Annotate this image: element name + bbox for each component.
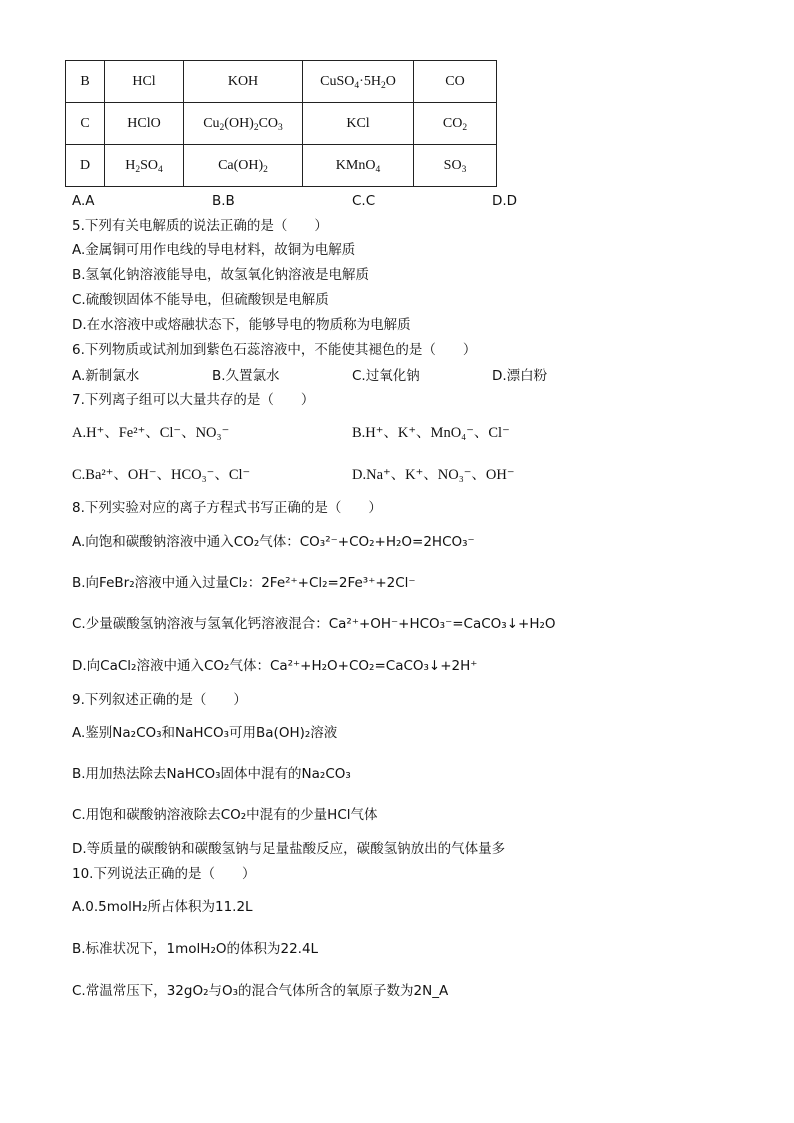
q10-option-c[interactable]: C.常温常压下，32gO₂与O₃的混合气体所含的氧原子数为2N_A — [72, 983, 449, 999]
q9-stem: 9.下列叙述正确的是（ ） — [72, 692, 247, 708]
cell: HCl — [105, 61, 184, 103]
q8-option-a[interactable]: A.向饱和碳酸钠溶液中通入CO₂气体：CO₃²⁻+CO₂+H₂O=2HCO₃⁻ — [72, 534, 475, 550]
q6-option-c[interactable]: C.过氧化钠 — [352, 368, 420, 384]
q9-option-b[interactable]: B.用加热法除去NaHCO₃固体中混有的Na₂CO₃ — [72, 766, 351, 782]
q5-option-b[interactable]: B.氢氧化钠溶液能导电，故氢氧化钠溶液是电解质 — [72, 267, 370, 283]
q5-option-c[interactable]: C.硫酸钡固体不能导电，但硫酸钡是电解质 — [72, 292, 329, 308]
classification-table — [65, 60, 497, 187]
q5-option-d[interactable]: D.在水溶液中或熔融状态下，能够导电的物质称为电解质 — [72, 317, 411, 333]
q5-option-a[interactable]: A.金属铜可用作电线的导电材料，故铜为电解质 — [72, 242, 356, 258]
cell: $CO_2$ — [414, 103, 497, 145]
cell: HClO — [105, 103, 184, 145]
q10-option-a[interactable]: A.0.5molH₂所占体积为11.2L — [72, 899, 253, 915]
q7-option-c[interactable]: C.Ba²⁺、OH⁻、HCO₃⁻、Cl⁻ — [72, 467, 251, 483]
q8-option-b[interactable]: B.向FeBr₂溶液中通入过量Cl₂：2Fe²⁺+Cl₂=2Fe³⁺+2Cl⁻ — [72, 575, 416, 591]
table-row — [66, 145, 497, 187]
q6-option-d[interactable]: D.漂白粉 — [492, 368, 548, 384]
q4-option-a[interactable]: A.A — [72, 193, 95, 209]
cell: $CuSO_4\cdot 5H_2O$ — [303, 61, 414, 103]
q4-option-b[interactable]: B.B — [212, 193, 235, 209]
q7-option-b[interactable]: B.H⁺、K⁺、MnO₄⁻、Cl⁻ — [352, 425, 510, 441]
q6-stem: 6.下列物质或试剂加到紫色石蕊溶液中，不能使其褪色的是（ ） — [72, 342, 477, 358]
cell: $Cu_2(OH)_2CO_3$ — [184, 103, 303, 145]
q10-stem: 10.下列说法正确的是（ ） — [72, 866, 256, 882]
q8-stem: 8.下列实验对应的离子方程式书写正确的是（ ） — [72, 500, 382, 516]
cell: KMnO$_4$ — [303, 145, 414, 187]
cell: $SO_3$ — [414, 145, 497, 187]
q8-option-c[interactable]: C.少量碳酸氢钠溶液与氢氧化钙溶液混合：Ca²⁺+OH⁻+HCO₃⁻=CaCO₃↓+H₂O — [72, 616, 556, 632]
q9-option-d[interactable]: D.等质量的碳酸钠和碳酸氢钠与足量盐酸反应，碳酸氢钠放出的气体量多 — [72, 841, 506, 857]
q4-option-d[interactable]: D.D — [492, 193, 518, 209]
table-row — [66, 103, 497, 145]
q7-stem: 7.下列离子组可以大量共存的是（ ） — [72, 392, 315, 408]
row-label: B — [66, 61, 105, 103]
cell: KCl — [303, 103, 414, 145]
table-row — [66, 61, 497, 103]
cell: $Ca(OH)_2$ — [184, 145, 303, 187]
row-label: D — [66, 145, 105, 187]
q5-stem: 5.下列有关电解质的说法正确的是（ ） — [72, 218, 328, 234]
q9-option-a[interactable]: A.鉴别Na₂CO₃和NaHCO₃可用Ba(OH)₂溶液 — [72, 725, 338, 741]
cell: $H_2SO_4$ — [105, 145, 184, 187]
q6-option-b[interactable]: B.久置氯水 — [212, 368, 280, 384]
q8-option-d[interactable]: D.向CaCl₂溶液中通入CO₂气体：Ca²⁺+H₂O+CO₂=CaCO₃↓+2H⁺ — [72, 658, 478, 674]
q4-option-c[interactable]: C.C — [352, 193, 376, 209]
q7-option-a[interactable]: A.H⁺、Fe²⁺、Cl⁻、NO₃⁻ — [72, 425, 230, 441]
q7-option-d[interactable]: D.Na⁺、K⁺、NO₃⁻、OH⁻ — [352, 467, 515, 483]
cell: CO — [414, 61, 497, 103]
row-label: C — [66, 103, 105, 145]
q9-option-c[interactable]: C.用饱和碳酸钠溶液除去CO₂中混有的少量HCl气体 — [72, 807, 378, 823]
cell: KOH — [184, 61, 303, 103]
q10-option-b[interactable]: B.标准状况下，1molH₂O的体积为22.4L — [72, 941, 319, 957]
q6-option-a[interactable]: A.新制氯水 — [72, 368, 140, 384]
